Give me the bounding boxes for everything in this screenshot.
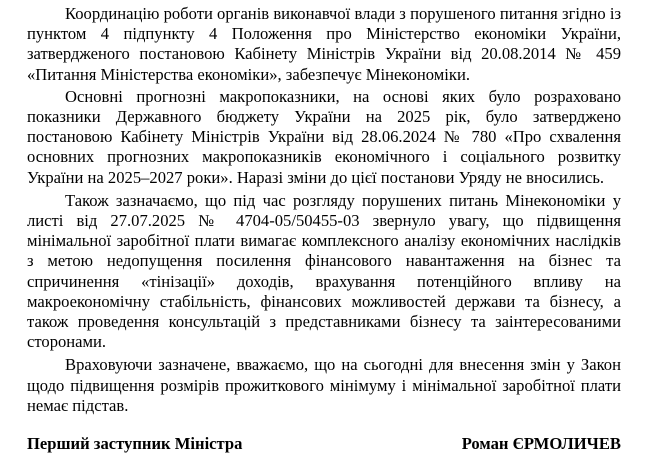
paragraph-conclusion: Враховуючи зазначене, вважаємо, що на сьогодні для внесення змін у Закон щодо підвищення розмірів прожиткового мінімуму і мінімальної заробітної плати немає підстав. — [27, 355, 621, 415]
signatory-position: Перший заступник Міністра — [27, 434, 243, 453]
paragraph-ministry-letter: Також зазначаємо, що під час розгляду порушених питань Мінекономіки у листі від 27.07.2025 № 4704-05/50455-03 звернуло увагу, що підвищення мінімальної заробітної плати вимагає комплексного аналізу економічних наслідків з метою недопущення посилення фінансового навантаження на бізнес та спричинення «тінізації» доходів, врахування потенційного впливу на макроекономічну стабільність, фінансових можливостей держави та бізнесу, а також проведення консультацій з представниками бізнесу та заінтересованими сторонами. — [27, 190, 621, 352]
document-body — [27, 4, 621, 416]
signature-block — [27, 434, 621, 454]
signatory-name: Роман ЄРМОЛИЧЕВ — [461, 434, 621, 453]
paragraph-coordination: Координацію роботи органів виконавчої влади з порушеного питання згідно із пунктом 4 підпункту 4 Положення про Міністерство економіки України, затвердженого постановою Кабінету Міністрів України від 20.08.2014 № 459 «Питання Міністерства економіки», забезпечує Мінекономіки. — [27, 4, 621, 84]
paragraph-macro-indicators: Основні прогнозні макропоказники, на основі яких було розраховано показники Державного бюджету України на 2025 рік, було затверджено постановою Кабінету Міністрів України від 28.06.2024 № 780 «Про схвалення основних прогнозних макропоказників економічного і соціального розвитку України на 2025–2027 роки». Наразі зміни до цієї постанови Уряду не вносились. — [27, 86, 621, 187]
